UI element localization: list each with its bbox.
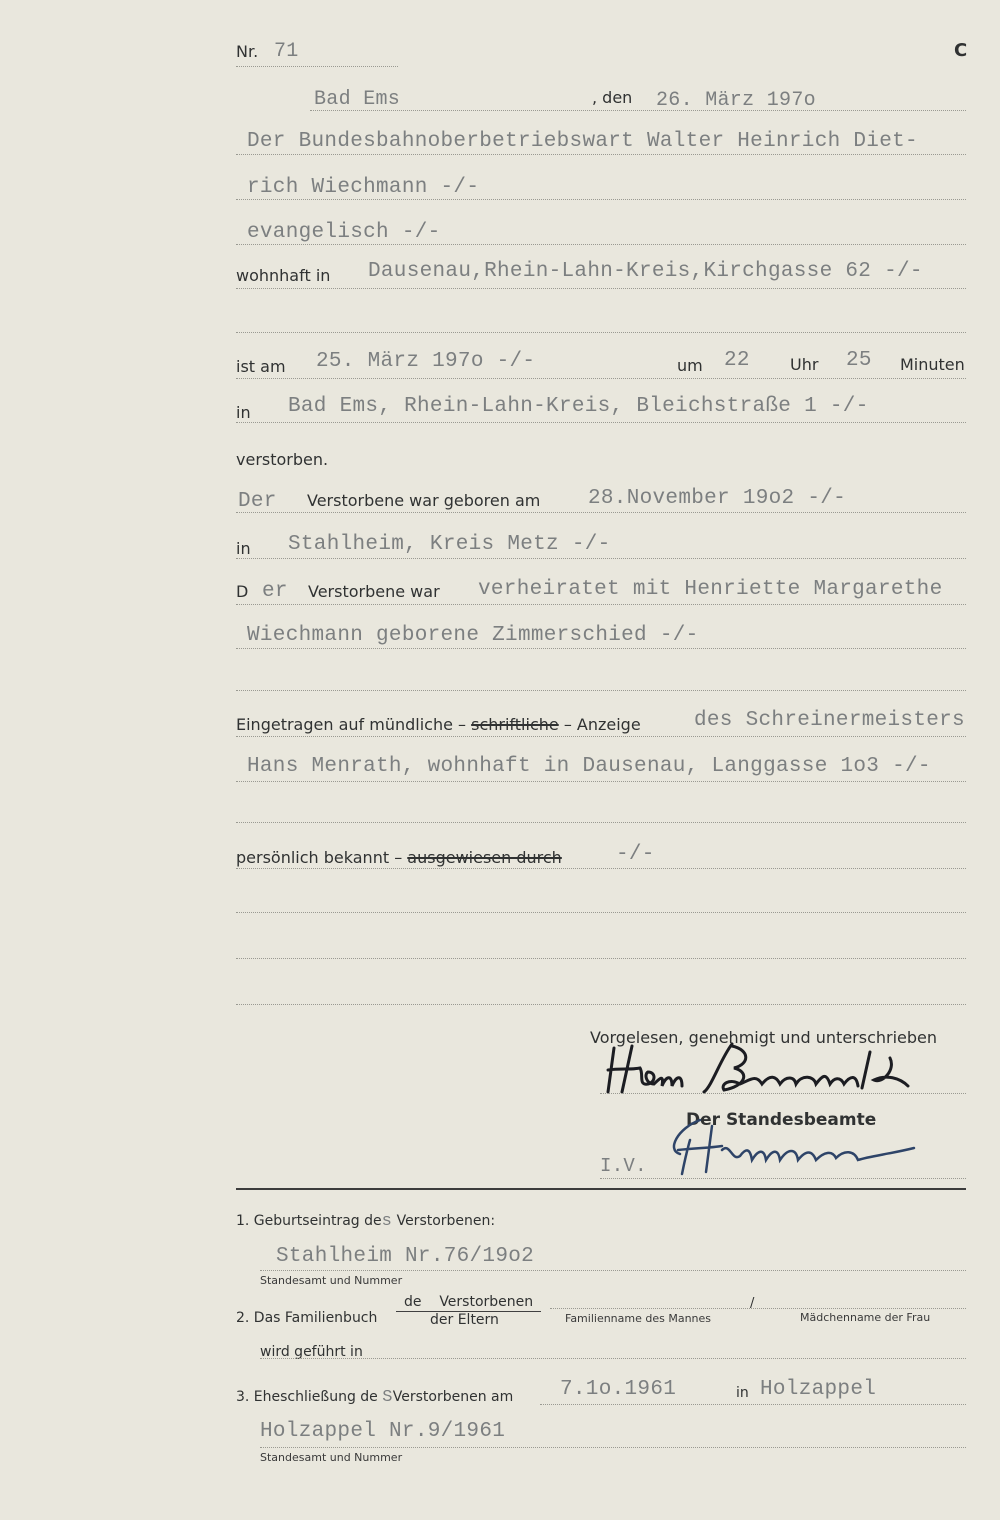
entry-rule-2 bbox=[236, 781, 966, 782]
birth-place-rule bbox=[236, 558, 966, 559]
marital-er-typed: er bbox=[262, 580, 288, 603]
footer-item1-label bbox=[236, 1212, 495, 1231]
marital-label: Verstorbene war bbox=[308, 582, 440, 601]
deceased-name-line2: rich Wiechmann -/- bbox=[247, 176, 480, 199]
item2-frac-top-de: de bbox=[404, 1294, 422, 1310]
um-label: um bbox=[677, 356, 703, 375]
item1-label2: Verstorbenen: bbox=[396, 1213, 496, 1229]
birth-place-label: in bbox=[236, 539, 251, 558]
item1-caption: Standesamt und Nummer bbox=[260, 1274, 403, 1287]
birth-place: Stahlheim, Kreis Metz -/- bbox=[288, 533, 611, 556]
item3-label: 3. Eheschließung de bbox=[236, 1389, 378, 1405]
item3-in-label: in bbox=[736, 1385, 749, 1401]
item1-rule bbox=[260, 1270, 966, 1271]
birth-register-entry: Stahlheim Nr.76/19o2 bbox=[276, 1245, 535, 1268]
identity-label-group bbox=[236, 848, 562, 867]
blank-rule-3 bbox=[236, 822, 966, 823]
deceased-religion: evangelisch -/- bbox=[247, 221, 441, 244]
item2-slash: / bbox=[750, 1296, 755, 1311]
birth-der-typed: Der bbox=[238, 490, 277, 513]
item2-fraction bbox=[396, 1294, 541, 1328]
death-minute: 25 bbox=[846, 349, 872, 372]
informant-line1: des Schreinermeisters bbox=[694, 709, 965, 732]
den-label: , den bbox=[592, 88, 633, 107]
marital-rule-1 bbox=[236, 604, 966, 605]
deceased-name-line1: Der Bundesbahnoberbetriebswart Walter Heinrich Diet- bbox=[247, 130, 918, 153]
name-line1-rule bbox=[236, 154, 966, 155]
death-date-rule bbox=[236, 378, 966, 379]
item2-rule-2 bbox=[260, 1358, 966, 1359]
dateline-line bbox=[310, 110, 966, 111]
entry-rule-1 bbox=[236, 736, 966, 737]
item3-typed: S bbox=[382, 1388, 393, 1407]
deceased-residence: Dausenau,Rhein-Lahn-Kreis,Kirchgasse 62 -/- bbox=[368, 260, 923, 283]
minuten-label: Minuten bbox=[900, 355, 965, 374]
marital-d-label: D bbox=[236, 582, 249, 601]
registrar-signature-line bbox=[600, 1178, 966, 1179]
identity-value: -/- bbox=[616, 843, 655, 866]
birth-date-rule bbox=[236, 512, 966, 513]
form-letter: C bbox=[954, 40, 968, 61]
item1-typed: s bbox=[381, 1212, 393, 1231]
identity-struck-option: ausgewiesen durch bbox=[407, 848, 562, 867]
death-hour: 22 bbox=[724, 349, 750, 372]
item2-frac-bottom: der Eltern bbox=[430, 1312, 499, 1328]
item2-frac-top: Verstorbenen bbox=[439, 1294, 534, 1310]
registry-place: Bad Ems bbox=[314, 88, 401, 111]
document-number: 71 bbox=[274, 40, 299, 63]
item3-caption: Standesamt und Nummer bbox=[260, 1451, 403, 1464]
marital-status-line2: Wiechmann geborene Zimmerschied -/- bbox=[247, 624, 699, 647]
approval-text: Vorgelesen, genehmigt und unterschrieben bbox=[590, 1028, 938, 1047]
blank-rule-4 bbox=[236, 912, 966, 913]
footer-divider bbox=[236, 1188, 966, 1190]
marital-rule-2 bbox=[236, 648, 966, 649]
item2-label: 2. Das Familienbuch bbox=[236, 1310, 378, 1326]
registrar-title: Der Standesbeamte bbox=[686, 1110, 877, 1130]
number-label: Nr. bbox=[236, 42, 259, 61]
item3-label2: Verstorbenen am bbox=[392, 1389, 514, 1405]
blank-rule-2 bbox=[236, 690, 966, 691]
residence-label: wohnhaft in bbox=[236, 266, 331, 285]
residence-rule bbox=[236, 288, 966, 289]
death-date-label: ist am bbox=[236, 357, 286, 376]
registrar-signature bbox=[660, 1110, 940, 1182]
name-line2-rule bbox=[236, 199, 966, 200]
item2-caption-woman: Mädchenname der Frau bbox=[800, 1311, 931, 1324]
death-place: Bad Ems, Rhein-Lahn-Kreis, Bleichstraße 1 -/- bbox=[288, 395, 869, 418]
marital-status-line1: verheiratet mit Henriette Margarethe bbox=[478, 578, 943, 601]
religion-rule bbox=[236, 244, 966, 245]
item2-label2: wird geführt in bbox=[260, 1344, 363, 1360]
death-place-label: in bbox=[236, 403, 251, 422]
marriage-register-entry: Holzappel Nr.9/1961 bbox=[260, 1420, 506, 1443]
blank-rule-1 bbox=[236, 332, 966, 333]
entry-label bbox=[236, 715, 641, 734]
death-place-rule bbox=[236, 422, 966, 423]
informant-line2: Hans Menrath, wohnhaft in Dausenau, Langgasse 1o3 -/- bbox=[247, 755, 931, 778]
item3-rule-2 bbox=[260, 1447, 966, 1448]
entry-struck-option: schriftliche bbox=[471, 715, 559, 734]
birth-date: 28.November 19o2 -/- bbox=[588, 487, 847, 510]
marriage-date: 7.1o.1961 bbox=[560, 1378, 677, 1401]
blank-rule-5 bbox=[236, 958, 966, 959]
registry-date: 26. März 197o bbox=[656, 89, 816, 112]
verstorben-label: verstorben. bbox=[236, 450, 329, 469]
iv-label: I.V. bbox=[600, 1155, 647, 1177]
death-date: 25. März 197o -/- bbox=[316, 350, 536, 373]
number-line bbox=[236, 66, 398, 67]
birth-label: Verstorbene war geboren am bbox=[307, 491, 541, 510]
item2-caption-man: Familienname des Mannes bbox=[565, 1312, 712, 1325]
item3-rule bbox=[540, 1404, 966, 1405]
marriage-place: Holzappel bbox=[760, 1378, 877, 1401]
identity-rule bbox=[236, 868, 966, 869]
uhr-label: Uhr bbox=[790, 355, 819, 374]
entry-label-start: Eingetragen auf mündliche – bbox=[236, 715, 467, 734]
blank-rule-6 bbox=[236, 1004, 966, 1005]
identity-label: persönlich bekannt – bbox=[236, 848, 403, 867]
item2-rule bbox=[550, 1308, 966, 1309]
informant-signature-line bbox=[600, 1093, 966, 1094]
footer-item3-label bbox=[236, 1388, 513, 1407]
informant-signature bbox=[600, 1040, 920, 1098]
entry-label-end: – Anzeige bbox=[563, 715, 641, 734]
item1-label: 1. Geburtseintrag de bbox=[236, 1213, 382, 1229]
